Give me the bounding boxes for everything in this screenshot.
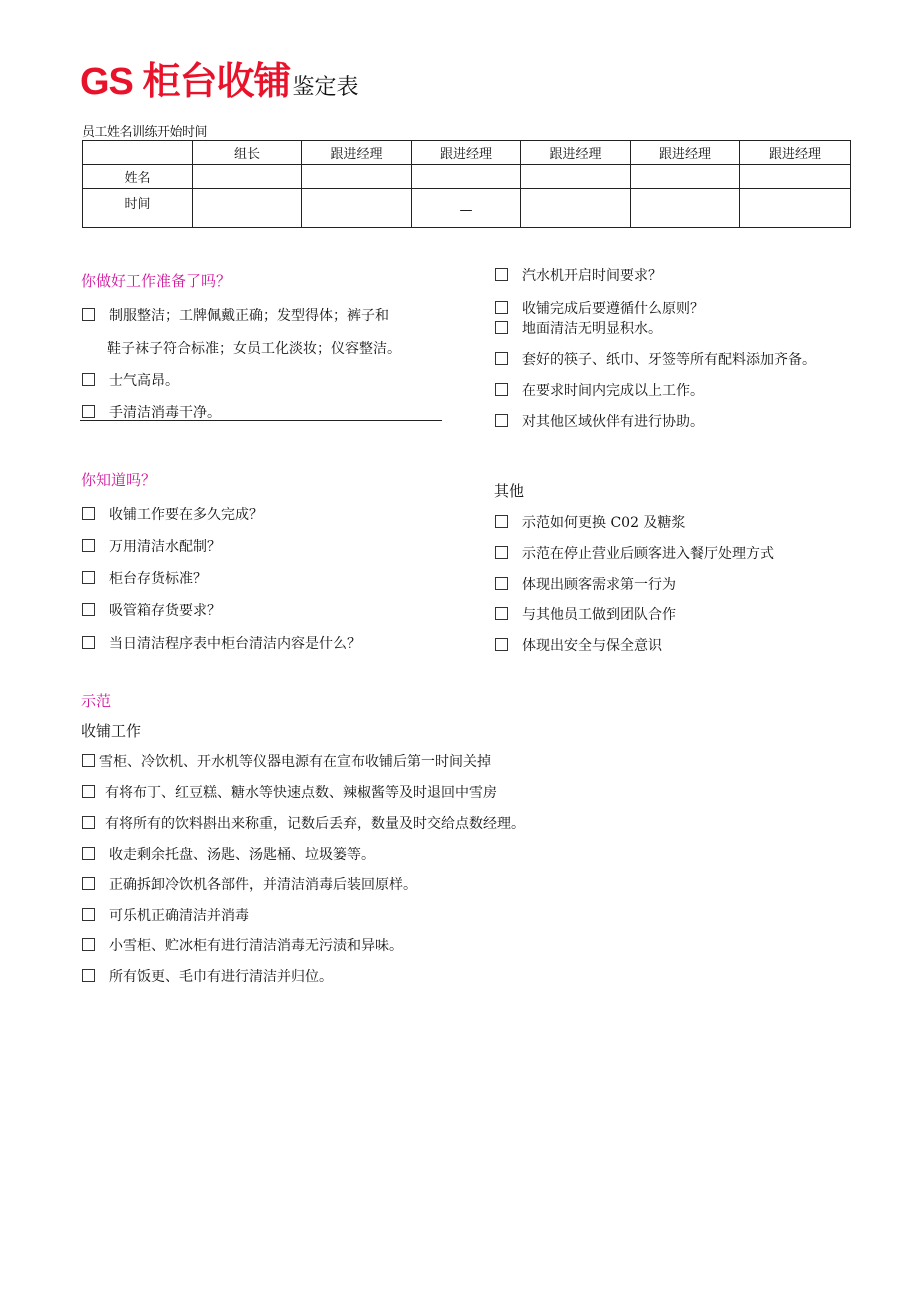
checkbox[interactable]: [82, 405, 95, 418]
checkbox[interactable]: [82, 539, 95, 552]
table-cell[interactable]: [631, 165, 740, 189]
table-header-cell: [83, 141, 193, 165]
time-mark: —: [459, 203, 473, 218]
other-item: 体现出顾客需求第一行为: [495, 574, 676, 594]
check-item: 在要求时间内完成以上工作。: [495, 380, 704, 400]
check-item: 地面清洁无明显积水。: [495, 318, 662, 338]
other-heading: 其他: [494, 482, 525, 500]
demo-item: 收走剩余托盘、汤匙、汤匙桶、垃圾篓等。: [82, 844, 375, 864]
prep-item: 士气高昂。: [82, 370, 179, 390]
other-item: 与其他员工做到团队合作: [495, 604, 676, 624]
title-suffix: 鉴定表: [292, 75, 359, 100]
table-row-name: [83, 165, 851, 189]
table-header-cell: 跟进经理: [740, 141, 851, 165]
checkbox[interactable]: [82, 816, 95, 829]
table-cell[interactable]: [302, 189, 412, 228]
other-item: 示范在停止营业后顾客进入餐厅处理方式: [495, 543, 774, 563]
table-cell[interactable]: [521, 165, 631, 189]
demo-item: 小雪柜、贮冰柜有进行清洁消毒无污渍和异味。: [82, 935, 403, 955]
prep-item: 制服整洁；工牌佩戴正确；发型得体；裤子和: [82, 305, 389, 325]
checkbox[interactable]: [82, 908, 95, 921]
checkbox[interactable]: [82, 373, 95, 386]
demo-item: 有将布丁、红豆糕、糖水等快速点数、辣椒酱等及时退回中雪房: [82, 782, 497, 802]
checkbox[interactable]: [82, 938, 95, 951]
row-label-name: 姓名: [83, 165, 193, 189]
check-item: 对其他区域伙伴有进行协助。: [495, 411, 704, 431]
know-item: 当日清洁程序表中柜台清洁内容是什么？: [82, 633, 361, 653]
table-cell[interactable]: [302, 165, 412, 189]
checkbox[interactable]: [82, 636, 95, 649]
know-item: 柜台存货标准？: [82, 568, 207, 588]
checkbox[interactable]: [82, 507, 95, 520]
table-cell[interactable]: [740, 189, 851, 228]
demo-item: 所有饭更、毛巾有进行清洁并归位。: [82, 966, 333, 986]
table-cell[interactable]: [193, 165, 302, 189]
check-item: 套好的筷子、纸巾、牙签等所有配料添加齐备。: [495, 349, 816, 369]
checkbox[interactable]: [495, 414, 508, 427]
checkbox[interactable]: [495, 546, 508, 559]
checkbox[interactable]: [82, 877, 95, 890]
table-row-time: [83, 189, 851, 228]
prep-item-continued: 鞋子袜子符合标准；女员工化淡妆；仪容整洁。: [107, 341, 401, 357]
checkbox[interactable]: [82, 785, 95, 798]
table-cell[interactable]: [631, 189, 740, 228]
other-item: 体现出安全与保全意识: [495, 635, 662, 655]
table-header-cell: 跟进经理: [412, 141, 521, 165]
table-header-cell: 跟进经理: [302, 141, 412, 165]
know-heading: 你知道吗？: [81, 471, 157, 489]
know-item: 吸管箱存货要求？: [82, 600, 221, 620]
checkbox[interactable]: [495, 383, 508, 396]
page-title: [80, 50, 358, 105]
checkbox[interactable]: [82, 754, 95, 767]
checkbox[interactable]: [495, 607, 508, 620]
checkbox[interactable]: [495, 577, 508, 590]
table-header-row: [83, 141, 851, 165]
know-item: 万用清洁水配制？: [82, 536, 221, 556]
table-cell[interactable]: [740, 165, 851, 189]
checkbox[interactable]: [495, 638, 508, 651]
checkbox[interactable]: [82, 603, 95, 616]
demo-item: 可乐机正确清洁并消毒: [82, 905, 249, 925]
table-cell[interactable]: [193, 189, 302, 228]
checkbox[interactable]: [82, 308, 95, 321]
other-item: 示范如何更换 C02 及糖浆: [495, 512, 685, 532]
checkbox[interactable]: [495, 301, 508, 314]
demo-heading: 示范: [81, 692, 112, 710]
checkbox[interactable]: [82, 571, 95, 584]
table-header-cell: 跟进经理: [631, 141, 740, 165]
checkbox[interactable]: [495, 515, 508, 528]
trainer-table: [82, 140, 851, 228]
demo-item: 有将所有的饮料斟出来称重，记数后丢弃，数量及时交给点数经理。: [82, 813, 525, 833]
table-cell[interactable]: [412, 189, 521, 228]
checkbox[interactable]: [495, 268, 508, 281]
prep-heading: 你做好工作准备了吗？: [81, 272, 232, 290]
checkbox[interactable]: [495, 321, 508, 334]
know-item: 收铺工作要在多久完成？: [82, 504, 263, 524]
checkbox[interactable]: [82, 847, 95, 860]
check-item: 汽水机开启时间要求？: [495, 265, 662, 285]
subtitle-line: 员工姓名训练开始时间: [82, 125, 208, 140]
divider: [80, 420, 442, 421]
checkbox[interactable]: [82, 969, 95, 982]
row-label-time: 时间: [83, 189, 193, 228]
checkbox[interactable]: [495, 352, 508, 365]
table-header-cell: 跟进经理: [521, 141, 631, 165]
table-cell[interactable]: [412, 165, 521, 189]
prep-item: 手清洁消毒干净。: [82, 402, 221, 422]
title-main: GS 柜台收铺: [80, 61, 291, 103]
demo-item: 雪柜、冷饮机、开水机等仪器电源有在宣布收铺后第一时间关掉: [82, 751, 491, 771]
table-cell[interactable]: [521, 189, 631, 228]
check-item: 收铺完成后要遵循什么原则？: [495, 298, 704, 318]
demo-item: 正确拆卸冷饮机各部件，并清洁消毒后装回原样。: [82, 874, 417, 894]
demo-subheading: 收铺工作: [81, 722, 142, 740]
table-header-cell: 组长: [193, 141, 302, 165]
